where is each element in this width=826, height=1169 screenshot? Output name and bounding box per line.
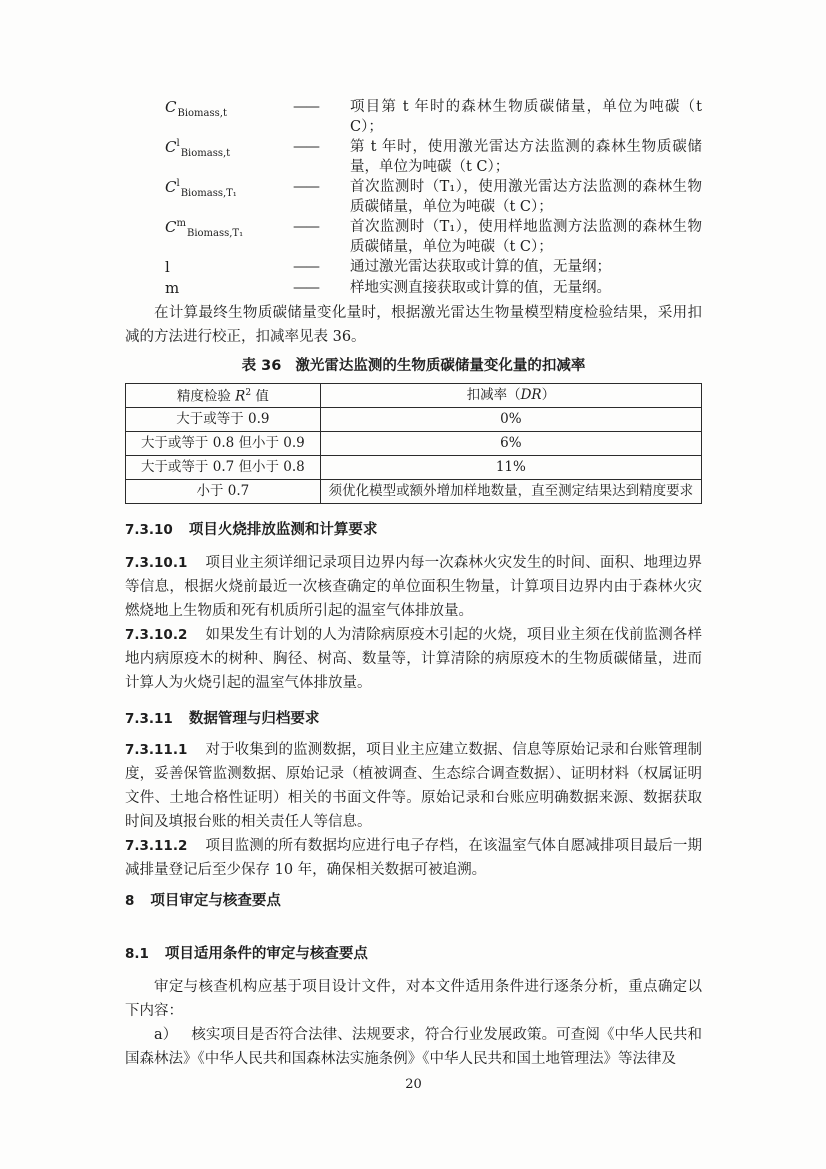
symbol <box>165 137 293 158</box>
heading-7-3-10 <box>125 520 702 540</box>
symbol-sup: m <box>176 218 186 230</box>
symbol-sub: Biomass,T₁ <box>180 187 237 199</box>
variable-r: R <box>235 388 246 405</box>
symbol-base: C <box>165 218 177 236</box>
symbol <box>165 97 293 118</box>
superscript-2: 2 <box>245 388 252 399</box>
heading-number: 7.3.10 <box>125 522 173 538</box>
cell-rate: 0% <box>320 408 701 432</box>
symbol-sub: Biomass,T₁ <box>186 227 244 239</box>
page-number: 20 <box>405 1077 422 1092</box>
definition-row <box>125 97 702 137</box>
symbol-sup: l <box>176 178 180 190</box>
definition-description: 第 t 年时，使用激光雷达方法监测的森林生物质碳储量，单位为吨碳（t C）； <box>350 139 702 175</box>
definition-row <box>125 217 702 257</box>
table-36 <box>125 383 702 504</box>
symbol <box>165 177 293 198</box>
symbol-base: C <box>165 138 177 156</box>
definition-row <box>125 177 702 217</box>
cell-condition: 大于或等于 0.8 但小于 0.9 <box>126 432 321 456</box>
clause-number: 7.3.10.2 <box>125 627 188 643</box>
heading-title: 数据管理与归档要求 <box>188 711 320 727</box>
symbol <box>165 257 293 278</box>
clause-7-3-11-2 <box>125 834 702 882</box>
symbol-base: C <box>165 178 177 196</box>
symbol <box>165 278 293 299</box>
table-row <box>126 432 702 456</box>
heading-8 <box>125 891 702 911</box>
table-row <box>126 456 702 480</box>
definition-description: 样地实测直接获取或计算的值，无量纲。 <box>350 280 611 296</box>
definition-dash: —— <box>293 280 318 296</box>
definition-description: 首次监测时（T₁），使用样地监测方法监测的森林生物质碳储量，单位为吨碳（t C）； <box>350 219 702 255</box>
table-row <box>126 480 702 504</box>
definition-row <box>125 257 702 278</box>
list-item-label: a） <box>154 1027 178 1043</box>
table-header-accuracy <box>126 384 321 408</box>
clause-7-3-10-2 <box>125 623 702 695</box>
cell-condition: 小于 0.7 <box>126 480 321 504</box>
intro-paragraph: 在计算最终生物质碳储量变化量时，根据激光雷达生物量模型精度检验结果，采用扣减的方法进行校正，扣减率见表 36。 <box>125 305 702 345</box>
cell-condition: 大于或等于 0.7 但小于 0.8 <box>126 456 321 480</box>
table-header-row <box>126 384 702 408</box>
symbol-base: m <box>165 279 180 297</box>
heading-title: 项目火烧排放监测和计算要求 <box>188 522 378 538</box>
definition-dash: —— <box>293 179 318 195</box>
definition-dash: —— <box>293 259 318 275</box>
clause-text: 如果发生有计划的人为清除病原疫木引起的火烧，项目业主须在伐前监测各样地内病原疫木的树种、胸径、树高、数量等，计算清除的病原疫木的生物质碳储量，进而计算人为火烧引起的温室气体排放量。 <box>125 627 702 691</box>
clause-text: 对于收集到的监测数据，项目业主应建立数据、信息等原始记录和台账管理制度，妥善保管监测数据、原始记录（植被调查、生态综合调查数据）、证明材料（权属证明文件、土地合格性证明）相关的书面文件等。原始记录和台账应明确数据来源、数据获取时间及填报台账的相关责任人等信息。 <box>125 742 702 830</box>
heading-number: 7.3.11 <box>125 711 173 727</box>
symbol-sub: Biomass,t <box>177 107 227 119</box>
symbol-sup: l <box>176 138 180 150</box>
symbol-sub: Biomass,t <box>180 147 231 159</box>
definition-description: 通过激光雷达获取或计算的值，无量纲； <box>350 259 611 275</box>
heading-title: 项目审定与核查要点 <box>150 893 281 909</box>
definition-description: 项目第 t 年时的森林生物质碳储量，单位为吨碳（t C）； <box>350 99 702 135</box>
clause-number: 7.3.10.1 <box>125 555 188 571</box>
symbol-definitions <box>125 97 702 299</box>
heading-8-1 <box>125 944 702 964</box>
table-caption-label: 表 36 <box>241 358 282 374</box>
symbol <box>165 217 293 238</box>
cell-rate: 须优化模型或额外增加样地数量，直至测定结果达到精度要求 <box>320 480 701 504</box>
table-36-caption <box>125 356 702 376</box>
clause-text: 项目业主须详细记录项目边界内每一次森林火灾发生的时间、面积、地理边界等信息，根据火烧前最近一次核查确定的单位面积生物量，计算项目边界内由于森林火灾燃烧地上生物质和死有机质所引起的温室气体排放量。 <box>125 555 702 619</box>
header-text: 精度检验 <box>176 388 236 405</box>
definition-dash: —— <box>293 99 318 115</box>
cell-condition: 大于或等于 0.9 <box>126 408 321 432</box>
clause-7-3-11-1 <box>125 738 702 834</box>
header-text: ） <box>541 387 556 403</box>
clause-text: 项目监测的所有数据均应进行电子存档，在该温室气体自愿减排项目最后一期减排量登记后至少保存 10 年，确保相关数据可被追溯。 <box>125 838 702 878</box>
list-item-a <box>125 1023 702 1071</box>
clause-number: 7.3.11.1 <box>125 742 188 758</box>
section-8-1-intro: 审定与核查机构应基于项目设计文件，对本文件适用条件进行逐条分析，重点确定以下内容： <box>125 979 702 1019</box>
definition-dash: —— <box>293 139 318 155</box>
heading-7-3-11 <box>125 709 702 729</box>
table-caption-title: 激光雷达监测的生物质碳储量变化量的扣减率 <box>295 358 586 374</box>
heading-number: 8.1 <box>125 946 149 962</box>
list-item-text: 核实项目是否符合法律、法规要求，符合行业发展政策。可查阅《中华人民共和国森林法》《中华人民共和国森林法实施条例》《中华人民共和国土地管理法》等法律及 <box>125 1027 702 1067</box>
table-header-deduction-rate <box>320 384 701 408</box>
heading-title: 项目适用条件的审定与核查要点 <box>164 946 368 962</box>
definition-row <box>125 278 702 299</box>
cell-rate: 11% <box>320 456 701 480</box>
symbol-base: C <box>165 98 177 116</box>
definition-dash: —— <box>293 219 318 235</box>
heading-number: 8 <box>125 893 135 909</box>
header-text: 扣减率（ <box>466 387 521 403</box>
variable-dr: DR <box>520 387 542 403</box>
clause-number: 7.3.11.2 <box>125 838 188 854</box>
header-text: 值 <box>251 388 269 405</box>
table-row <box>126 408 702 432</box>
cell-rate: 6% <box>320 432 701 456</box>
symbol-base: l <box>165 258 170 276</box>
clause-7-3-10-1 <box>125 551 702 623</box>
definition-row <box>125 137 702 177</box>
definition-description: 首次监测时（T₁），使用激光雷达方法监测的森林生物质碳储量，单位为吨碳（t C）； <box>350 179 702 215</box>
